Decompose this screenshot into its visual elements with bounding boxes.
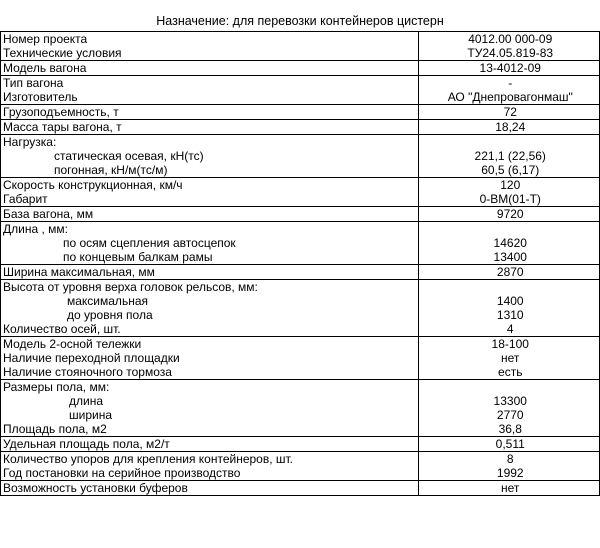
row-label: Грузоподъемность, т (1, 105, 419, 120)
row-value (419, 135, 600, 150)
row-value: есть (419, 365, 600, 380)
row-label: Наличие стояночного тормоза (1, 365, 419, 380)
table-row (1, 120, 600, 135)
table-row (1, 105, 600, 120)
row-value: 0-ВМ(01-Т) (419, 192, 600, 207)
table-row (1, 322, 600, 337)
row-value: 2870 (419, 265, 600, 280)
row-value: 60,5 (6,17) (419, 163, 600, 178)
row-label: ширина (1, 408, 419, 422)
row-value (419, 222, 600, 237)
table-row (1, 46, 600, 61)
table-row (1, 280, 600, 295)
table-row (1, 149, 600, 163)
table-row (1, 178, 600, 193)
row-label: максимальная (1, 294, 419, 308)
table-row (1, 380, 600, 395)
row-value: 14620 (419, 236, 600, 250)
row-label: База вагона, мм (1, 207, 419, 222)
row-value: 221,1 (22,56) (419, 149, 600, 163)
table-row (1, 365, 600, 380)
table-row (1, 408, 600, 422)
row-label: Размеры пола, мм: (1, 380, 419, 395)
row-value: 13300 (419, 394, 600, 408)
table-row (1, 437, 600, 452)
row-value: 4 (419, 322, 600, 337)
document-title: Назначение: для перевозки контейнеров цистерн (156, 14, 444, 28)
table-row (1, 337, 600, 352)
table-row (1, 61, 600, 76)
table-row (1, 207, 600, 222)
table-row (1, 90, 600, 105)
table-row (1, 294, 600, 308)
row-label: Высота от уровня верха головок рельсов, мм: (1, 280, 419, 295)
row-value: 72 (419, 105, 600, 120)
row-label: Наличие переходной площадки (1, 351, 419, 365)
row-label: Масса тары вагона, т (1, 120, 419, 135)
row-value: ТУ24.05.819-83 (419, 46, 600, 61)
row-value: 1400 (419, 294, 600, 308)
row-label: Скорость конструкционная, км/ч (1, 178, 419, 193)
row-label: Количество упоров для крепления контейнеров, шт. (1, 452, 419, 467)
row-label: по осям сцепления автосцепок (1, 236, 419, 250)
row-label: Габарит (1, 192, 419, 207)
row-value: 13400 (419, 250, 600, 265)
row-value: 2770 (419, 408, 600, 422)
row-label: Тип вагона (1, 76, 419, 91)
row-value: нет (419, 351, 600, 365)
row-label: Изготовитель (1, 90, 419, 105)
row-label: Модель 2-осной тележки (1, 337, 419, 352)
row-value: 0,511 (419, 437, 600, 452)
row-value: 36,8 (419, 422, 600, 437)
row-label: Технические условия (1, 46, 419, 61)
table-row (1, 236, 600, 250)
row-value: 18,24 (419, 120, 600, 135)
row-label: по концевым балкам рамы (1, 250, 419, 265)
specs-table (0, 31, 600, 496)
table-row (1, 308, 600, 322)
row-label: Модель вагона (1, 61, 419, 76)
row-label: статическая осевая, кН(тс) (1, 149, 419, 163)
row-value: - (419, 76, 600, 91)
row-value (419, 380, 600, 395)
table-row (1, 351, 600, 365)
row-label: Длина , мм: (1, 222, 419, 237)
table-row (1, 466, 600, 481)
row-label: Ширина максимальная, мм (1, 265, 419, 280)
table-row (1, 422, 600, 437)
row-value: 1310 (419, 308, 600, 322)
row-label: Год постановки на серийное производство (1, 466, 419, 481)
table-row (1, 394, 600, 408)
table-row (1, 250, 600, 265)
row-value: 1992 (419, 466, 600, 481)
row-value: 18-100 (419, 337, 600, 352)
specs-table-body (1, 32, 600, 496)
table-row (1, 192, 600, 207)
row-value (419, 280, 600, 295)
row-value: 4012.00 000-09 (419, 32, 600, 47)
row-label: погонная, кН/м(тс/м) (1, 163, 419, 178)
table-row (1, 32, 600, 47)
table-row (1, 452, 600, 467)
row-label: длина (1, 394, 419, 408)
table-row (1, 265, 600, 280)
row-value: нет (419, 481, 600, 496)
table-row (1, 481, 600, 496)
row-value: АО "Днепровагонмаш" (419, 90, 600, 105)
row-label: Нагрузка: (1, 135, 419, 150)
row-value: 9720 (419, 207, 600, 222)
row-label: до уровня пола (1, 308, 419, 322)
row-value: 13-4012-09 (419, 61, 600, 76)
row-label: Удельная площадь пола, м2/т (1, 437, 419, 452)
table-row (1, 163, 600, 178)
row-label: Количество осей, шт. (1, 322, 419, 337)
row-label: Возможность установки буферов (1, 481, 419, 496)
table-row (1, 135, 600, 150)
row-label: Номер проекта (1, 32, 419, 47)
row-value: 8 (419, 452, 600, 467)
table-row (1, 222, 600, 237)
row-value: 120 (419, 178, 600, 193)
table-row (1, 76, 600, 91)
row-label: Площадь пола, м2 (1, 422, 419, 437)
